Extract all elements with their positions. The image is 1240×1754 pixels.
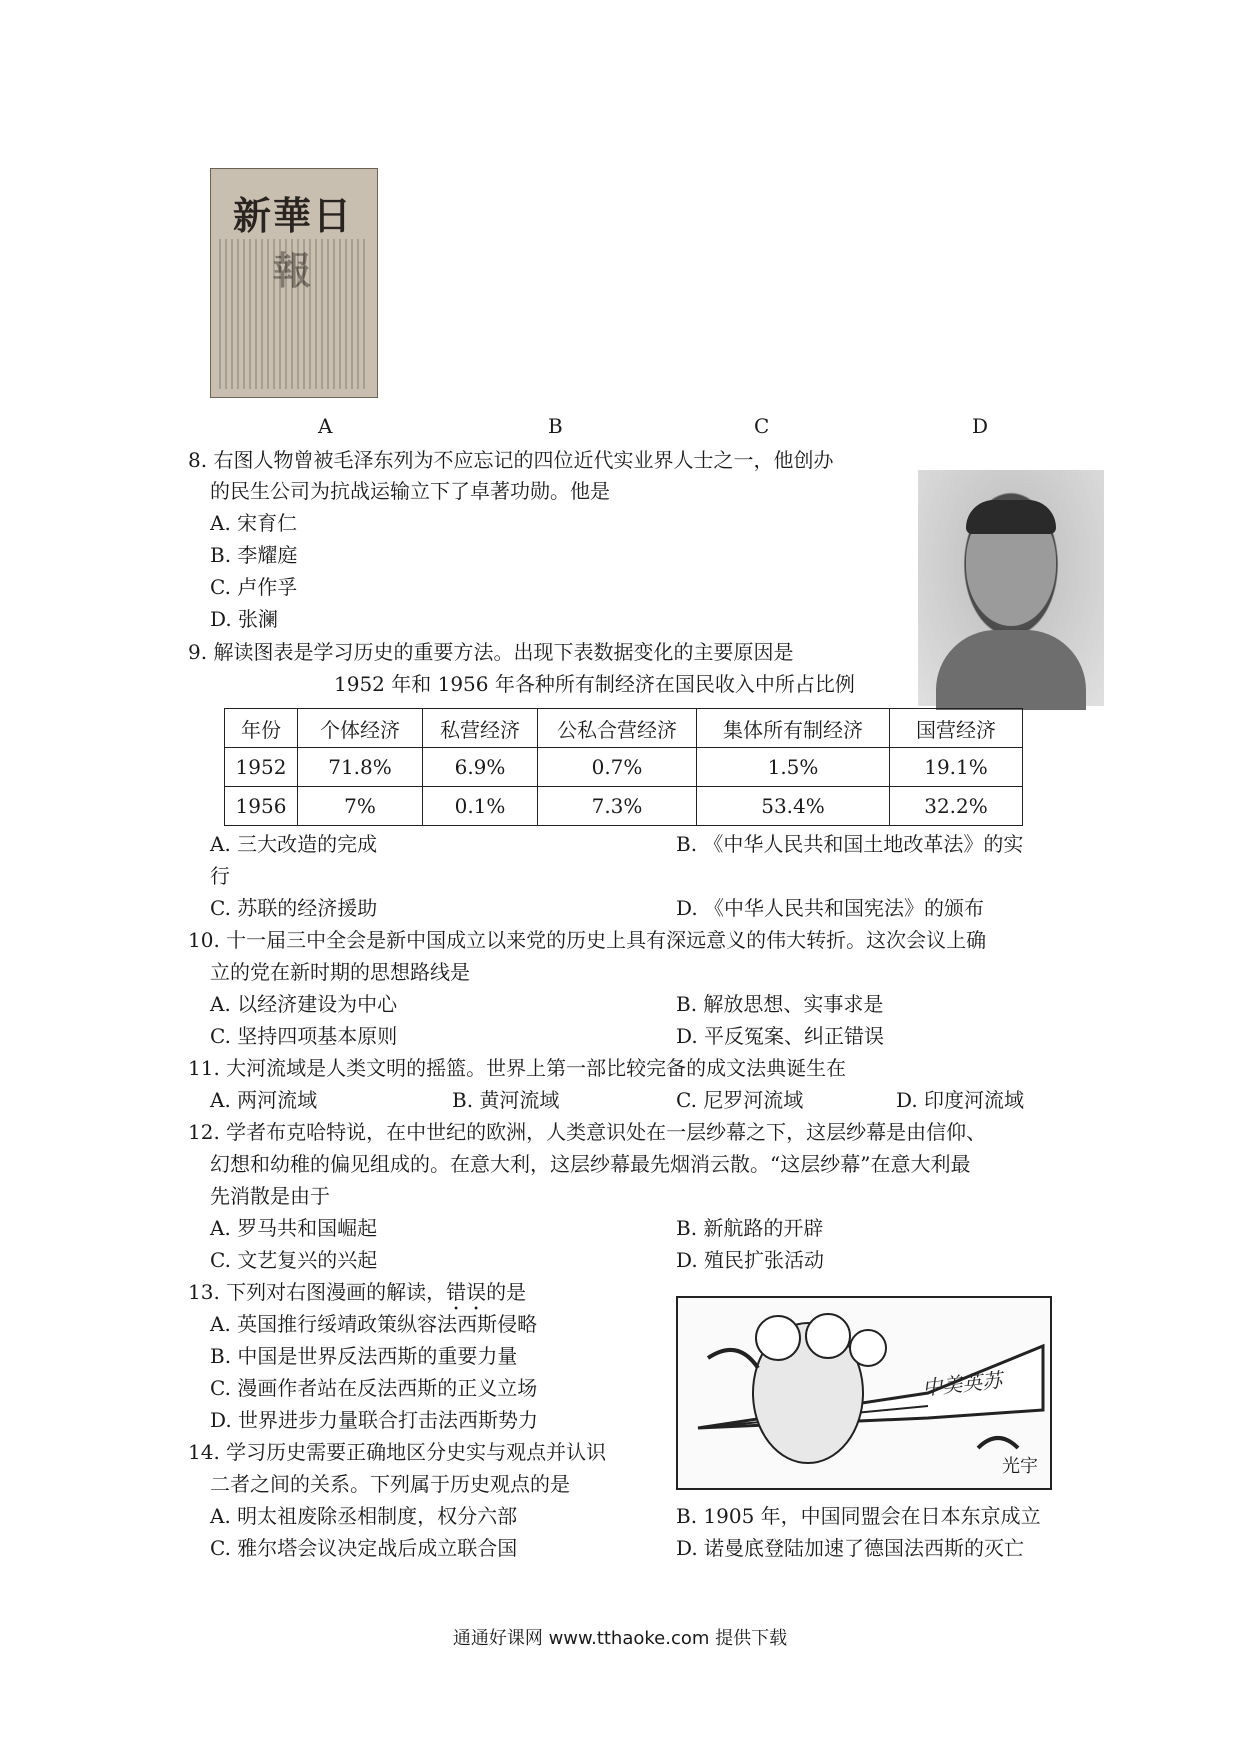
q9-data-table bbox=[224, 708, 1023, 826]
table-header-cell: 国营经济 bbox=[890, 709, 1023, 748]
q13-option-b[interactable]: B. 中国是世界反法西斯的重要力量 bbox=[210, 1344, 518, 1368]
q13-stem-suffix: 的是 bbox=[486, 1280, 527, 1304]
table-cell: 71.8% bbox=[298, 748, 423, 787]
q13-option-d[interactable]: D. 世界进步力量联合打击法西斯势力 bbox=[210, 1408, 539, 1432]
q10-option-c[interactable]: C. 坚持四项基本原则 bbox=[210, 1024, 398, 1048]
image-label-c: C bbox=[754, 414, 770, 438]
q13-option-a[interactable]: A. 英国推行绥靖政策纵容法西斯侵略 bbox=[210, 1312, 538, 1336]
table-cell: 0.7% bbox=[538, 748, 697, 787]
q10-stem-line1: 10. 十一届三中全会是新中国成立以来党的历史上具有深远意义的伟大转折。这次会议上确 bbox=[188, 928, 987, 952]
q12-stem-line1: 12. 学者布克哈特说，在中世纪的欧洲，人类意识处在一层纱幕之下，这层纱幕是由信仰、 bbox=[188, 1120, 987, 1144]
table-cell: 19.1% bbox=[890, 748, 1023, 787]
table-cell: 7.3% bbox=[538, 787, 697, 826]
q9-option-a[interactable]: A. 三大改造的完成 bbox=[210, 832, 378, 856]
q9-option-b[interactable]: B. 《中华人民共和国土地改革法》的实 bbox=[676, 832, 1024, 856]
table-header-cell: 个体经济 bbox=[298, 709, 423, 748]
table-header-cell: 集体所有制经济 bbox=[697, 709, 890, 748]
portrait-body bbox=[936, 630, 1086, 710]
image-label-b: B bbox=[548, 414, 563, 438]
table-cell: 1.5% bbox=[697, 748, 890, 787]
q10-option-a[interactable]: A. 以经济建设为中心 bbox=[210, 992, 398, 1016]
q12-stem-line3: 先消散是由于 bbox=[210, 1184, 330, 1208]
q12-option-c[interactable]: C. 文艺复兴的兴起 bbox=[210, 1248, 378, 1272]
q8-option-b[interactable]: B. 李耀庭 bbox=[210, 543, 298, 567]
image-label-d: D bbox=[972, 414, 989, 438]
q8-stem-line1: 8. 右图人物曾被毛泽东列为不应忘记的四位近代实业界人士之一，他创办 bbox=[188, 448, 834, 472]
table-header-cell: 公私合营经济 bbox=[538, 709, 697, 748]
newspaper-columns bbox=[219, 239, 369, 389]
q9-option-d[interactable]: D. 《中华人民共和国宪法》的颁布 bbox=[676, 896, 985, 920]
q14-option-b[interactable]: B. 1905 年，中国同盟会在日本东京成立 bbox=[676, 1504, 1041, 1528]
q11-option-d[interactable]: D. 印度河流域 bbox=[896, 1088, 1025, 1112]
q13-option-c[interactable]: C. 漫画作者站在反法西斯的正义立场 bbox=[210, 1376, 538, 1400]
q9-table-title: 1952 年和 1956 年各种所有制经济在国民收入中所占比例 bbox=[334, 672, 855, 696]
table-cell: 1956 bbox=[225, 787, 298, 826]
q11-option-b[interactable]: B. 黄河流域 bbox=[452, 1088, 560, 1112]
table-cell: 0.1% bbox=[423, 787, 538, 826]
q14-stem-line2: 二者之间的关系。下列属于历史观点的是 bbox=[210, 1472, 570, 1496]
image-label-a: A bbox=[318, 414, 333, 438]
table-row bbox=[225, 748, 1023, 787]
q8-option-a[interactable]: A. 宋育仁 bbox=[210, 511, 298, 535]
q9-option-c[interactable]: C. 苏联的经济援助 bbox=[210, 896, 378, 920]
table-header-row bbox=[225, 709, 1023, 748]
q14-stem-line1: 14. 学习历史需要正确地区分史实与观点并认识 bbox=[188, 1440, 607, 1464]
cartoon-image bbox=[676, 1296, 1052, 1490]
q11-option-a[interactable]: A. 两河流域 bbox=[210, 1088, 318, 1112]
cartoon-signature: 光宇 bbox=[1002, 1456, 1038, 1477]
q14-option-c[interactable]: C. 雅尔塔会议决定战后成立联合国 bbox=[210, 1536, 518, 1560]
q13-stem-prefix: 13. 下列对右图漫画的解读， bbox=[188, 1280, 447, 1304]
q12-option-d[interactable]: D. 殖民扩张活动 bbox=[676, 1248, 825, 1272]
page-footer: 通通好课网 www.tthaoke.com 提供下载 bbox=[452, 1628, 788, 1649]
q10-option-b[interactable]: B. 解放思想、实事求是 bbox=[676, 992, 884, 1016]
q11-stem: 11. 大河流域是人类文明的摇篮。世界上第一部比较完备的成文法典诞生在 bbox=[188, 1056, 847, 1080]
q9-option-b-wrap: 行 bbox=[210, 864, 230, 888]
q13-stem-emphasis: 错误 bbox=[446, 1280, 487, 1304]
table-cell: 32.2% bbox=[890, 787, 1023, 826]
q9-stem: 9. 解读图表是学习历史的重要方法。出现下表数据变化的主要原因是 bbox=[188, 640, 794, 664]
portrait-photo bbox=[918, 470, 1104, 706]
q12-stem-line2: 幻想和幼稚的偏见组成的。在意大利，这层纱幕最先烟消云散。“这层纱幕”在意大利最 bbox=[210, 1152, 971, 1176]
table-header-cell: 私营经济 bbox=[423, 709, 538, 748]
portrait-hair bbox=[966, 500, 1056, 534]
newspaper-title: 新華日 bbox=[232, 193, 353, 238]
q14-option-a[interactable]: A. 明太祖废除丞相制度，权分六部 bbox=[210, 1504, 518, 1528]
cartoon-label: 中美英苏 bbox=[921, 1367, 1004, 1401]
table-header-cell: 年份 bbox=[225, 709, 298, 748]
table-cell: 53.4% bbox=[697, 787, 890, 826]
q8-option-c[interactable]: C. 卢作孚 bbox=[210, 575, 298, 599]
table-cell: 7% bbox=[298, 787, 423, 826]
newspaper-image bbox=[210, 168, 378, 398]
q8-option-d[interactable]: D. 张澜 bbox=[210, 607, 279, 631]
q14-option-d[interactable]: D. 诺曼底登陆加速了德国法西斯的灭亡 bbox=[676, 1536, 1025, 1560]
table-cell: 1952 bbox=[225, 748, 298, 787]
q10-option-d[interactable]: D. 平反冤案、纠正错误 bbox=[676, 1024, 885, 1048]
table-row bbox=[225, 787, 1023, 826]
q12-option-b[interactable]: B. 新航路的开辟 bbox=[676, 1216, 824, 1240]
q8-stem-line2: 的民生公司为抗战运输立下了卓著功勋。他是 bbox=[210, 479, 610, 503]
q12-option-a[interactable]: A. 罗马共和国崛起 bbox=[210, 1216, 378, 1240]
table-cell: 6.9% bbox=[423, 748, 538, 787]
q10-stem-line2: 立的党在新时期的思想路线是 bbox=[210, 960, 470, 984]
q11-option-c[interactable]: C. 尼罗河流域 bbox=[676, 1088, 804, 1112]
